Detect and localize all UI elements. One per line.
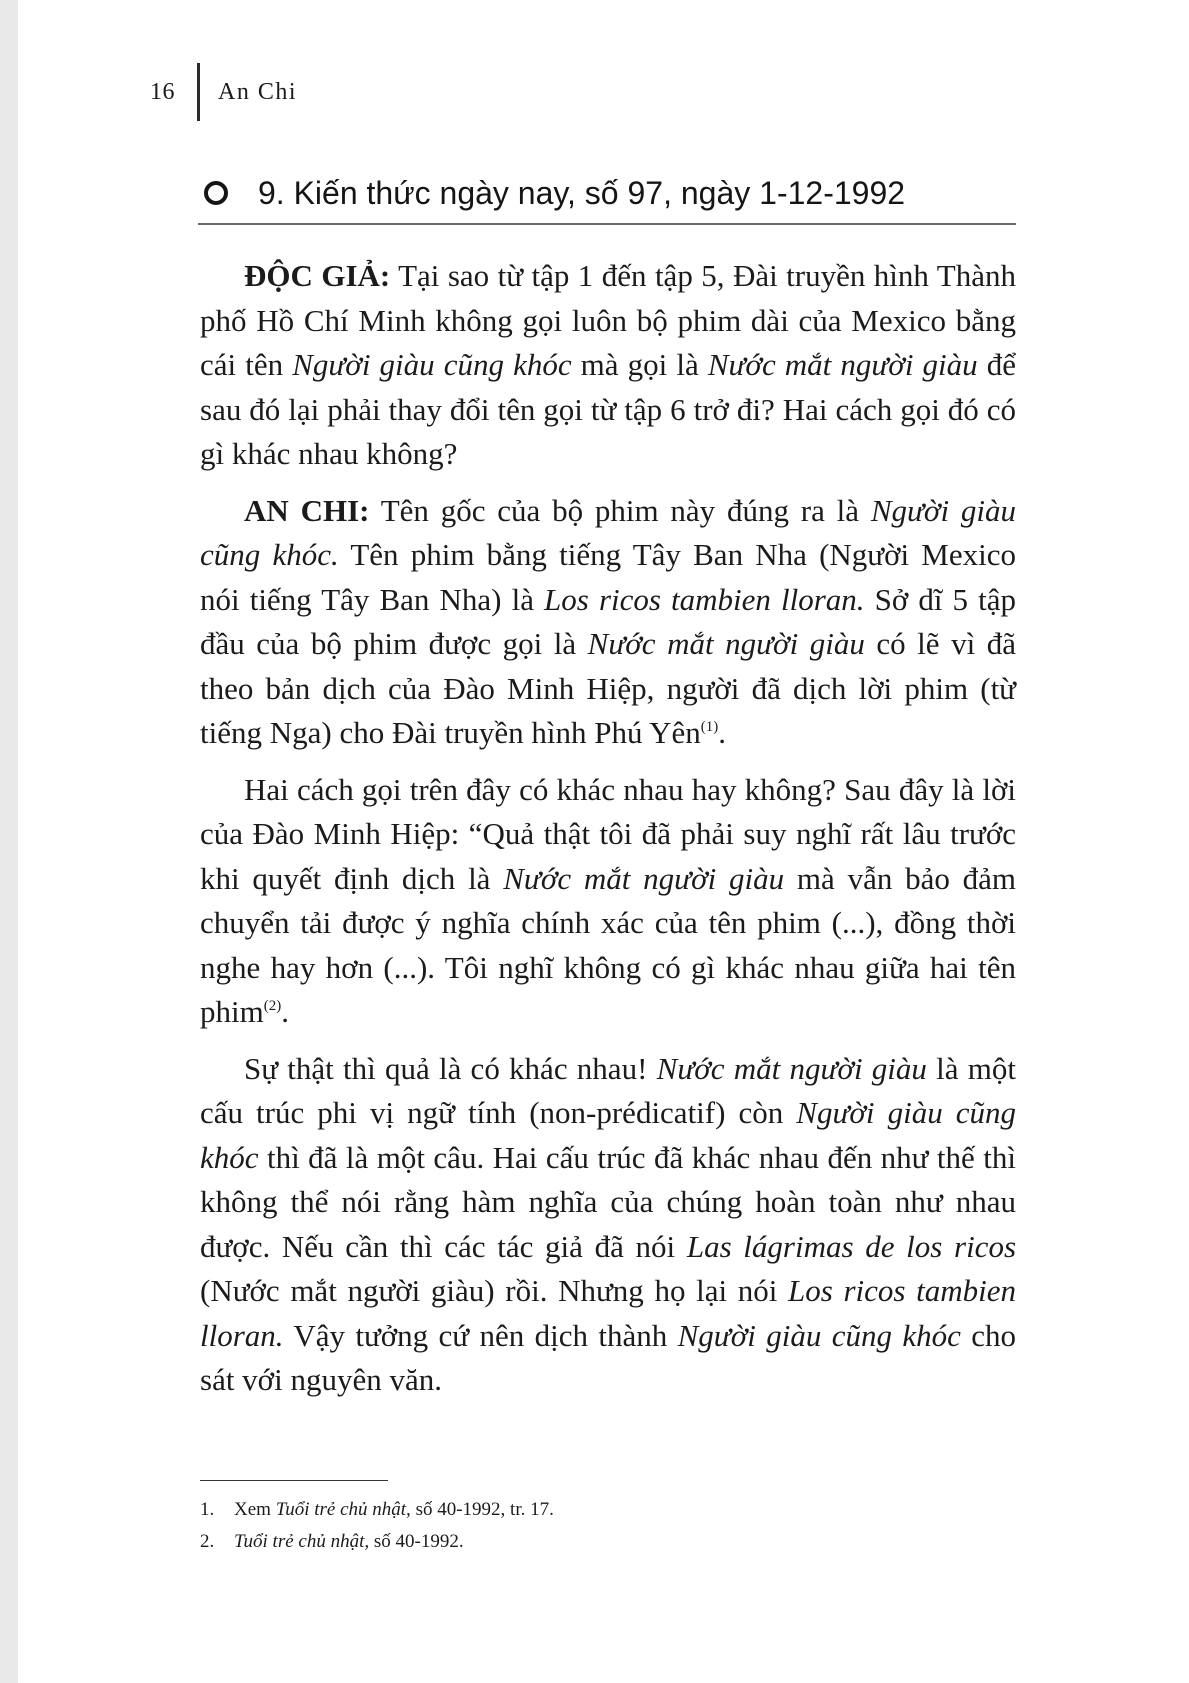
text-run: Tại sao từ tập 1 đến tập 5, Đài truyền hình Thành phố Hồ Chí Minh không gọi luôn bộ phim dài của Mexico bằng cái tên bbox=[200, 258, 1016, 382]
paragraph-translator-quote bbox=[200, 768, 1016, 1035]
italic-run: Las lágrimas de los ricos bbox=[686, 1228, 1017, 1264]
footnote-number: 2. bbox=[200, 1531, 215, 1552]
text-run: Xem bbox=[234, 1499, 276, 1520]
page-number: 16 bbox=[150, 78, 175, 105]
footnotes bbox=[200, 1494, 1016, 1558]
footnote-1 bbox=[200, 1494, 1016, 1526]
text-run: có lẽ vì đã theo bản dịch của Đào Minh Hiệp, người đã dịch lời phim (từ tiếng Nga) cho Đài truyền hình Phú Yên bbox=[200, 626, 1016, 750]
italic-run: Tuổi trẻ chủ nhật, bbox=[234, 1531, 370, 1552]
footnote-divider bbox=[200, 1480, 388, 1481]
text-run: Tên phim bằng tiếng Tây Ban Nha (Người Mexico nói tiếng Tây Ban Nha) là bbox=[200, 537, 1017, 617]
body-text bbox=[200, 254, 1016, 1415]
text-run: Sở dĩ 5 tập đầu của bộ phim được gọi là bbox=[200, 581, 1017, 661]
italic-run: Los ricos tambien lloran. bbox=[544, 581, 865, 617]
paragraph-question bbox=[200, 254, 1016, 477]
footnote-ref: (1) bbox=[700, 719, 719, 735]
footnote-number: 1. bbox=[200, 1499, 215, 1520]
text-run: (Nước mắt người giàu) rồi. Nhưng họ lại nói bbox=[200, 1273, 789, 1308]
text-run: thì đã là một câu. Hai cấu trúc đã khác nhau đến như thế thì không thể nói rằng hàm nghĩa của chúng hoàn toàn như nhau được. Nếu cần thì các tác giả đã nói bbox=[200, 1139, 1016, 1264]
running-title: An Chi bbox=[218, 78, 298, 105]
text-run: Tên gốc của bộ phim này đúng ra là bbox=[369, 492, 871, 528]
italic-run: Tuổi trẻ chủ nhật, bbox=[275, 1499, 411, 1520]
text-run: là một cấu trúc phi vị ngữ tính (non-prédicatif) còn bbox=[200, 1050, 1016, 1130]
italic-run: Người giàu cũng khóc bbox=[200, 1095, 1016, 1175]
italic-run: Người giàu cũng khóc bbox=[677, 1317, 961, 1353]
italic-run: Người giàu cũng khóc bbox=[292, 347, 572, 382]
footnote-text bbox=[234, 1526, 464, 1558]
paragraph-conclusion bbox=[200, 1047, 1016, 1403]
text-run: Vậy tưởng cứ nên dịch thành bbox=[283, 1317, 678, 1353]
text-run: để sau đó lại phải thay đổi tên gọi từ tập 6 trở đi? Hai cách gọi đó có gì khác nhau không? bbox=[200, 347, 1017, 471]
speaker-label: ĐỘC GIẢ: bbox=[244, 258, 391, 293]
text-run: . bbox=[718, 715, 727, 750]
text-run: mà vẫn bảo đảm chuyển tải được ý nghĩa chính xác của tên phim (...), đồng thời nghe hay hơn (...). Tôi nghĩ không có gì khác nhau giữa hai tên phim bbox=[200, 860, 1017, 1029]
italic-run: Nước mắt người giàu bbox=[587, 626, 865, 661]
text-run: Sự thật thì quả là có khác nhau! bbox=[244, 1050, 657, 1086]
text-run: số 40-1992, tr. 17. bbox=[410, 1499, 554, 1520]
circle-bullet-icon bbox=[204, 181, 228, 205]
italic-run: Người giàu cũng khóc. bbox=[200, 492, 1016, 572]
page-header bbox=[150, 62, 297, 122]
italic-run: Los ricos tambien lloran. bbox=[200, 1273, 1016, 1353]
paragraph-answer bbox=[200, 489, 1016, 756]
speaker-label: AN CHI: bbox=[244, 492, 370, 528]
italic-run: Nước mắt người giàu bbox=[656, 1050, 927, 1086]
section-heading bbox=[198, 163, 1016, 225]
footnote-text bbox=[234, 1494, 554, 1526]
footnote-2 bbox=[200, 1526, 1016, 1558]
text-run: Hai cách gọi trên đây có khác nhau hay không? Sau đây là lời của Đào Minh Hiệp: “Quả thật tôi đã phải suy nghĩ rất lâu trước khi quyết định dịch là bbox=[200, 771, 1016, 896]
page-edge-shadow bbox=[0, 0, 18, 1683]
footnote-ref: (2) bbox=[263, 998, 282, 1014]
text-run: . bbox=[281, 994, 289, 1029]
italic-run: Nước mắt người giàu bbox=[707, 347, 978, 382]
header-divider bbox=[197, 63, 200, 121]
text-run: mà gọi là bbox=[571, 347, 708, 382]
italic-run: Nước mắt người giàu bbox=[503, 860, 785, 896]
section-title-text: 9. Kiến thức ngày nay, số 97, ngày 1-12-1992 bbox=[258, 174, 906, 211]
text-run: số 40-1992. bbox=[369, 1531, 464, 1552]
text-run: cho sát với nguyên văn. bbox=[200, 1317, 1016, 1397]
